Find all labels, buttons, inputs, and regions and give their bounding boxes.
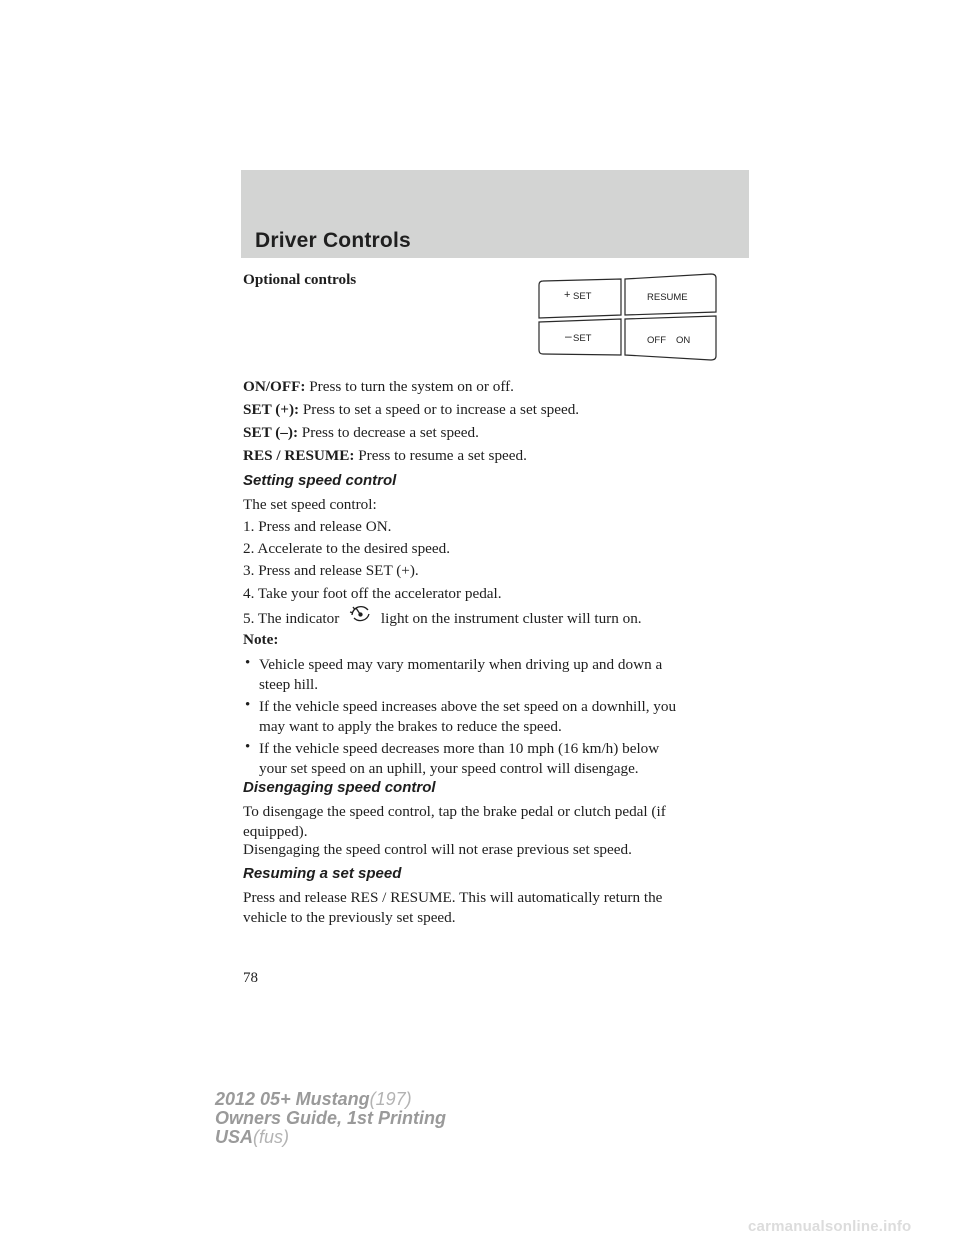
step-2: 2. Accelerate to the desired speed.: [243, 540, 451, 557]
disengaging-heading: Disengaging speed control: [243, 779, 436, 796]
footer-line-1: 2012 05+ Mustang(197): [215, 1089, 412, 1109]
setting-intro: The set speed control:: [243, 496, 377, 513]
set-plus-label: SET: [573, 291, 592, 302]
step-4: 4. Take your foot off the accelerator pedal.: [243, 585, 502, 602]
on-label: ON: [676, 335, 691, 346]
watermark: carmanualsonline.info: [748, 1218, 912, 1235]
off-label: OFF: [647, 335, 666, 346]
definition-set-plus: SET (+): Press to set a speed or to increase a set speed.: [243, 401, 580, 418]
note-label: Note:: [243, 631, 279, 648]
setting-speed-control-heading: Setting speed control: [243, 472, 397, 489]
print-footer: [215, 1090, 446, 1147]
optional-controls-heading: Optional controls: [243, 271, 357, 288]
note-bullet-1: Vehicle speed may vary momentarily when driving up and down a steep hill.: [259, 656, 663, 693]
note-bullet-2: If the vehicle speed increases above the set speed on a downhill, you may want to apply the brakes to reduce the speed.: [259, 698, 677, 735]
bullet-dot: •: [245, 739, 251, 755]
step-3: 3. Press and release SET (+).: [243, 562, 419, 579]
definition-on-off: ON/OFF: Press to turn the system on or off.: [243, 378, 514, 395]
step-1: 1. Press and release ON.: [243, 518, 392, 535]
footer-line-3: USA(fus): [215, 1127, 290, 1147]
bullet-dot: •: [245, 697, 251, 713]
speedometer-icon: [343, 607, 377, 625]
note-bullet-3: If the vehicle speed decreases more than 10 mph (16 km/h) below your set speed on an uphill, your speed control will disengage.: [259, 740, 660, 777]
disengaging-paragraph-2: Disengaging the speed control will not erase previous set speed.: [243, 841, 632, 858]
speed-control-switch-illustration: [535, 268, 720, 368]
step-5: 5. The indicator light on the instrument cluster will turn on.: [243, 607, 642, 628]
footer-line-2: Owners Guide, 1st Printing: [215, 1108, 447, 1128]
set-plus-sign: +: [564, 289, 571, 301]
section-title: Driver Controls: [255, 229, 411, 252]
definition-set-minus: SET (–): Press to decrease a set speed.: [243, 424, 479, 441]
resuming-paragraph: Press and release RES / RESUME. This will automatically return the vehicle to the previously set speed.: [243, 889, 663, 926]
definition-resume: RES / RESUME: Press to resume a set speed.: [243, 447, 527, 464]
resuming-heading: Resuming a set speed: [243, 865, 402, 882]
set-minus-sign: –: [565, 329, 572, 343]
set-minus-label: SET: [573, 333, 592, 344]
bullet-dot: •: [245, 655, 251, 671]
page-number: 78: [243, 970, 258, 986]
disengaging-paragraph-1: To disengage the speed control, tap the brake pedal or clutch pedal (if equipped).: [243, 803, 666, 840]
resume-label: RESUME: [647, 292, 688, 303]
